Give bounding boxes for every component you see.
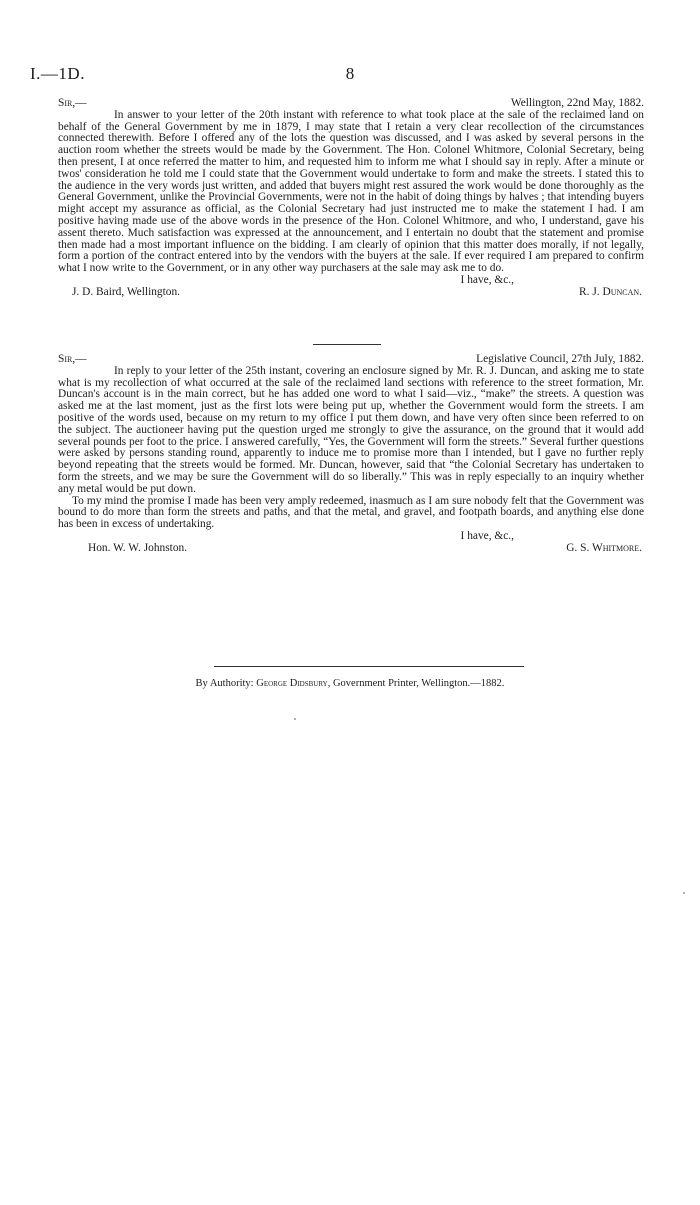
printer-name: George Didsbury <box>256 678 328 689</box>
signature-row <box>58 543 644 555</box>
letter-body-paragraph: To my mind the promise I made has been very amply redeemed, inasmuch as I am sure nobody felt that the Government was bound to do more than form the streets and paths, and that the metal, and gravel, and footpath boards, and anything else done has been in excess of undertaking. <box>58 494 644 531</box>
scan-speck <box>683 892 685 894</box>
page-number: 8 <box>345 64 355 83</box>
signature-row <box>58 287 644 299</box>
footer-rule <box>214 666 524 667</box>
closing: I have, &c., <box>460 273 514 286</box>
page-header <box>30 64 670 86</box>
letter-duncan <box>58 98 644 299</box>
imprint-suffix: , Government Printer, Wellington.—1882. <box>327 678 505 689</box>
location-date: Wellington, 22nd May, 1882. <box>510 97 644 109</box>
imprint-prefix: By Authority: <box>195 678 257 689</box>
signature: R. J. Duncan. <box>579 285 642 298</box>
letter-body-paragraph: In reply to your letter of the 25th instant, covering an enclosure signed by Mr. R. J. Duncan, and asking me to state what is my recollection of what occurred at the sale of the reclaimed land sections with reference to the street formation, Mr. Duncan's account is in the main correct, but he has added one word to what I said—viz., “make” the streets. A question was asked me at the last moment, just as the first lots were being put up, whether the Government would form the streets. I am positive of the words used, because on my return to my office I put them down, and have very often since been referred to on the subject. The auctioneer having put the question urged me strongly to give the assurance, on the ground that it would add several pounds per foot to the price. I answered carefully, “Yes, the Government will form the streets.” Several further questions were asked by persons standing round, apparently to induce me to promise more than I intended, but I gave no further reply beyond repeating that the streets would be formed. Mr. Duncan, however, said that “the Colonial Secretary has undertaken to form the streets, and we may be sure the Government will do so liberally.” This was in reply especially to an inquiry whether any metal would be put down. <box>58 364 644 495</box>
letter-body: In answer to your letter of the 20th instant with reference to what took place at the sale of the reclaimed land on behalf of the General Government by me in 1879, I may state that I retain a very clear recollection of the circumstances connected therewith. Before I offered any of the lots the question was discussed, and I was asked by several persons in the auction room whether the streets would be made by the Government. The Hon. Colonel Whitmore, Colonial Secretary, being then present, I at once referred the matter to him, and requested him to inform me what I should say in reply. After a minute or twos' consideration he told me I could state that the Government would undertake to form and make the streets. I stated this to the audience in the very words just written, and added that buyers might rest assured the work would be done thoroughly as the General Government, unlike the Provincial Governments, were not in the habit of doing things by halves ; that intending buyers might accept my assurance as official, as the Colonial Secretary had just instructed me to make the statement I had. I am positive having made use of the above words in the presence of the Hon. Colonel Whitmore, and who, I understand, gave his assent thereto. Much satisfaction was expressed at the announcement, and I entertain no doubt that the statement and promise then made had a most important influence on the bidding. I am clearly of opinion that this matter does morally, if not legally, form a portion of the contract entered into by the vendors with the buyers at the sale. If ever required I am prepared to confirm what I now write to the Government, or in any other way purchasers at the sale may ask me to do. <box>58 108 644 275</box>
salutation: Sir,— <box>58 97 87 109</box>
document-reference: I.—1D. <box>30 64 85 83</box>
signature: G. S. Whitmore. <box>566 541 642 554</box>
location-date: Legislative Council, 27th July, 1882. <box>476 353 644 365</box>
letter-whitmore <box>58 354 644 555</box>
closing: I have, &c., <box>460 529 514 542</box>
addressee: Hon. W. W. Johnston. <box>88 541 188 554</box>
scan-speck <box>294 718 296 720</box>
addressee: J. D. Baird, Wellington. <box>72 285 181 298</box>
salutation: Sir,— <box>58 353 87 365</box>
imprint-footer <box>0 678 700 689</box>
letter-separator <box>313 344 381 345</box>
